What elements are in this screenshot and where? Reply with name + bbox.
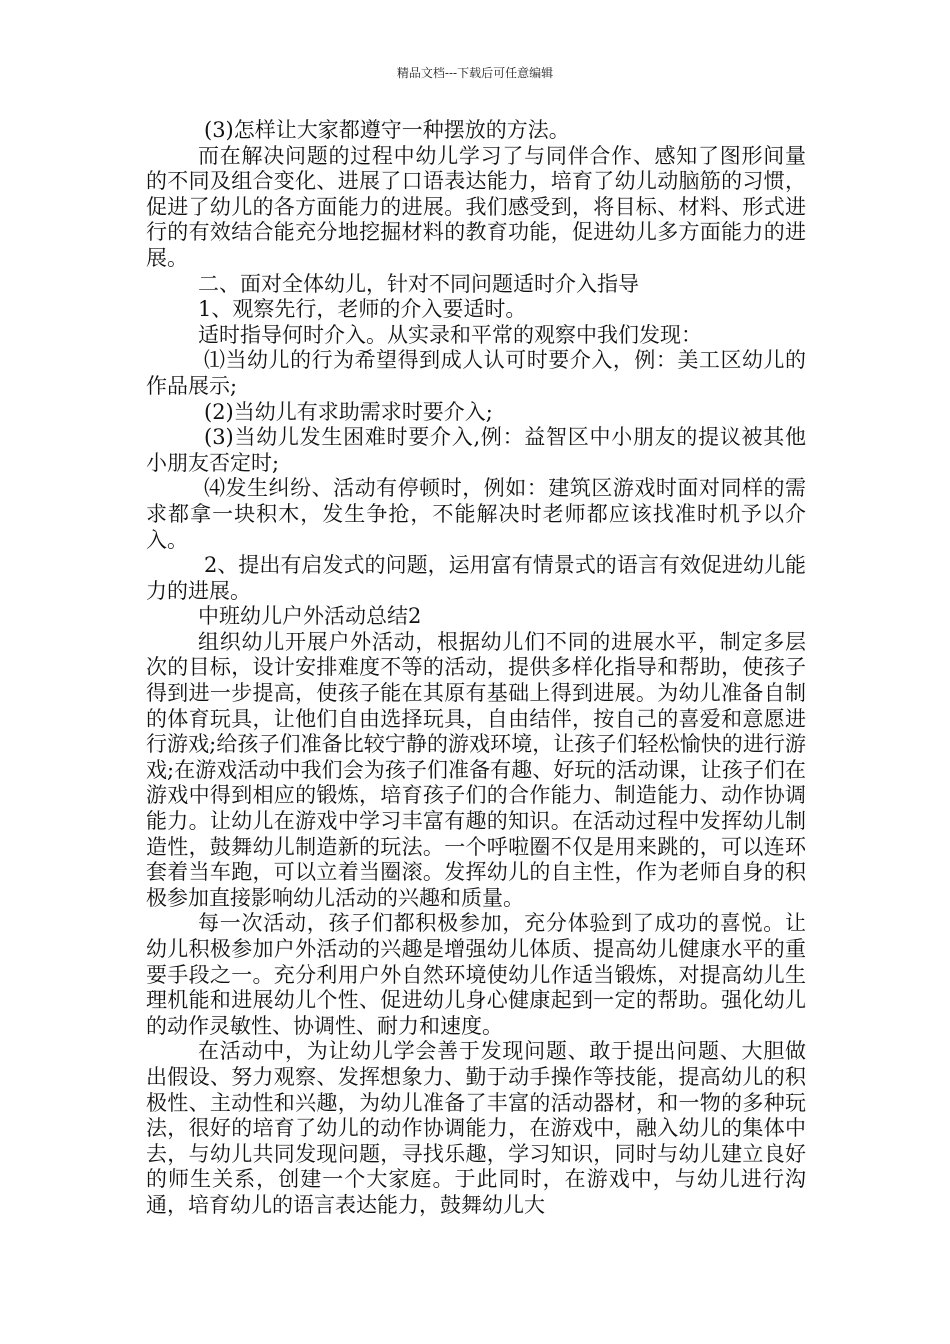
section-title: 中班幼儿户外活动总结2 (198, 604, 422, 629)
page-header: 精品文档---下载后可任意编辑 (396, 66, 554, 80)
list-item: (2)当幼儿有求助需求时要介入; (204, 399, 493, 424)
document-body (146, 118, 806, 1219)
paragraph: (3)怎样让大家都遵守一种摆放的方法。 (204, 118, 570, 142)
list-item: ⑴当幼儿的行为希望得到成人认可时要介入，例：美工区幼儿的作品展示; (146, 348, 806, 398)
paragraph: 适时指导何时介入。从实录和平常的观察中我们发现： (198, 322, 702, 347)
paragraph: 1、观察先行，老师的介入要适时。 (198, 297, 527, 322)
list-item: ⑷发生纠纷、活动有停顿时，例如：建筑区游戏时面对同样的需求都拿一块积木，发生争抢，不能解决时老师都应该找准时机予以介入。 (146, 476, 806, 552)
paragraph: 在活动中，为让幼儿学会善于发现问题、敢于提出问题、大胆做出假设、努力观察、发挥想象力、勤于动手操作等技能，提高幼儿的积极性、主动性和兴趣，为幼儿准备了丰富的活动器材，和一物的多种玩法，很好的培育了幼儿的动作协调能力，在游戏中，融入幼儿的集体中去，与幼儿共同发现问题，寻找乐趣，学习知识，同时与幼儿建立良好的师生关系，创建一个大家庭。于此同时，在游戏中，与幼儿进行沟通，培育幼儿的语言表达能力，鼓舞幼儿大 (146, 1039, 806, 1217)
paragraph: 组织幼儿开展户外活动，根据幼儿们不同的进展水平，制定多层次的目标，设计安排难度不等的活动，提供多样化指导和帮助，使孩子得到进一步提高，使孩子能在其原有基础上得到进展。为幼儿准备自制的体育玩具，让他们自由选择玩具，自由结伴，按自己的喜爱和意愿进行游戏;给孩子们准备比较宁静的游戏环境，让孩子们轻松愉快的进行游戏;在游戏活动中我们会为孩子们准备有趣、好玩的活动课，让孩子们在游戏中得到相应的锻炼，培育孩子们的合作能力、制造能力、动作协调能力。让幼儿在游戏中学习丰富有趣的知识。在活动过程中发挥幼儿制造性，鼓舞幼儿制造新的玩法。一个呼啦圈不仅是用来跳的，可以连环套着当车跑，可以立着当圈滚。发挥幼儿的自主性，作为老师自身的积极参加直接影响幼儿活动的兴趣和质量。 (146, 629, 806, 910)
paragraph: 而在解决问题的过程中幼儿学习了与同伴合作、感知了图形间量的不同及组合变化、进展了口语表达能力，培育了幼儿动脑筋的习惯，促进了幼儿的各方面能力的进展。我们感受到，将目标、材料、形式进行的有效结合能充分地挖掘材料的教育功能，促进幼儿多方面能力的进展。 (146, 143, 806, 270)
paragraph: 每一次活动，孩子们都积极参加，充分体验到了成功的喜悦。让幼儿积极参加户外活动的兴趣是增强幼儿体质、提高幼儿健康水平的重要手段之一。充分利用户外自然环境使幼儿作适当锻炼，对提高幼儿生理机能和进展幼儿个性、促进幼儿身心健康起到一定的帮助。强化幼儿的动作灵敏性、协调性、耐力和速度。 (146, 911, 806, 1038)
section-heading: 二、面对全体幼儿，针对不同问题适时介入指导 (198, 271, 639, 296)
paragraph: 2、提出有启发式的问题，运用富有情景式的语言有效促进幼儿能力的进展。 (146, 553, 806, 603)
list-item: (3)当幼儿发生困难时要介入,例：益智区中小朋友的提议被其他小朋友否定时; (146, 425, 806, 475)
